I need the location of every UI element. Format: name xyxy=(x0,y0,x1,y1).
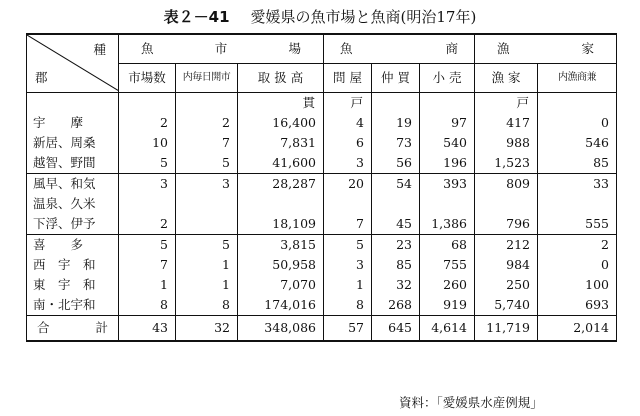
region-cell: 越智、野間 xyxy=(33,155,96,170)
region-cell: 東 宇 和 xyxy=(33,277,96,292)
value-cell: 85 xyxy=(538,153,617,174)
value-cell: 546 xyxy=(538,133,617,153)
group-header-fisher: 漁 家 xyxy=(475,34,617,64)
region-cell: 西 宇 和 xyxy=(33,257,96,272)
value-cell: 984 xyxy=(475,255,538,275)
col-header-retail: 小 売 xyxy=(420,64,475,93)
value-cell: 3 xyxy=(324,153,372,174)
region-cell: 温泉、久米 xyxy=(33,196,96,211)
value-cell xyxy=(475,194,538,214)
value-cell: 18,109 xyxy=(238,214,324,235)
value-cell: 693 xyxy=(538,295,617,316)
value-cell: 73 xyxy=(372,133,420,153)
table-title xyxy=(0,6,640,27)
value-cell xyxy=(176,214,238,235)
total-cell: 348,086 xyxy=(238,316,324,342)
table-row xyxy=(27,214,617,235)
col-header-fisher-households: 漁 家 xyxy=(475,64,538,93)
value-cell: 32 xyxy=(372,275,420,295)
value-cell xyxy=(176,194,238,214)
value-cell: 250 xyxy=(475,275,538,295)
total-cell: 2,014 xyxy=(538,316,617,342)
fish-market-table xyxy=(26,33,617,342)
col-header-markets: 市場数 xyxy=(119,64,176,93)
value-cell: 85 xyxy=(372,255,420,275)
unit-household: 戸 xyxy=(475,93,538,114)
value-cell: 3 xyxy=(119,174,176,195)
value-cell: 417 xyxy=(475,113,538,133)
region-cell: 風早、和気 xyxy=(27,174,119,195)
total-row xyxy=(27,316,617,342)
value-cell: 2 xyxy=(119,214,176,235)
value-cell: 988 xyxy=(475,133,538,153)
table-row xyxy=(27,194,617,214)
value-cell: 809 xyxy=(475,174,538,195)
value-cell: 56 xyxy=(372,153,420,174)
col-header-fisher-merchant: 内漁商兼 xyxy=(538,64,617,93)
value-cell: 5 xyxy=(119,153,176,174)
value-cell: 19 xyxy=(372,113,420,133)
value-cell: 1 xyxy=(119,275,176,295)
value-cell: 2 xyxy=(538,235,617,256)
col-header-daily: 内毎日開市 xyxy=(176,64,238,93)
region-cell: 新居、周桑 xyxy=(33,135,96,150)
value-cell: 16,400 xyxy=(238,113,324,133)
total-cell: 43 xyxy=(119,316,176,342)
value-cell: 1,386 xyxy=(420,214,475,235)
value-cell: 33 xyxy=(538,174,617,195)
total-label: 合 計 xyxy=(27,316,119,342)
value-cell: 41,600 xyxy=(238,153,324,174)
col-header-volume: 取 扱 高 xyxy=(238,64,324,93)
value-cell: 7 xyxy=(119,255,176,275)
value-cell: 755 xyxy=(420,255,475,275)
region-cell: 喜 多 xyxy=(27,235,119,256)
units-row xyxy=(27,93,617,114)
value-cell: 68 xyxy=(420,235,475,256)
value-cell: 20 xyxy=(324,174,372,195)
value-cell: 268 xyxy=(372,295,420,316)
value-cell: 174,016 xyxy=(238,295,324,316)
table-row xyxy=(27,255,617,275)
region-cell: 下浮、伊予 xyxy=(33,216,96,231)
table-caption: 愛媛県の魚市場と魚商(明治17年) xyxy=(250,8,477,26)
value-cell xyxy=(238,194,324,214)
value-cell xyxy=(420,194,475,214)
corner-header-cell xyxy=(27,34,119,93)
value-cell: 796 xyxy=(475,214,538,235)
unit-household: 戸 xyxy=(324,93,372,114)
value-cell: 540 xyxy=(420,133,475,153)
value-cell: 555 xyxy=(538,214,617,235)
table-row xyxy=(27,275,617,295)
corner-label-district: 郡 xyxy=(35,70,48,85)
value-cell: 5 xyxy=(119,235,176,256)
value-cell: 260 xyxy=(420,275,475,295)
region-cell: 宇 摩 xyxy=(33,115,84,130)
value-cell: 0 xyxy=(538,113,617,133)
table-number: 表２－41 xyxy=(163,8,230,26)
table-row xyxy=(27,295,617,316)
value-cell: 4 xyxy=(324,113,372,133)
value-cell: 28,287 xyxy=(238,174,324,195)
value-cell: 1 xyxy=(324,275,372,295)
value-cell: 3 xyxy=(176,174,238,195)
value-cell: 7 xyxy=(324,214,372,235)
value-cell: 393 xyxy=(420,174,475,195)
value-cell xyxy=(324,194,372,214)
value-cell: 5,740 xyxy=(475,295,538,316)
value-cell: 3,815 xyxy=(238,235,324,256)
value-cell: 212 xyxy=(475,235,538,256)
total-cell: 645 xyxy=(372,316,420,342)
value-cell: 45 xyxy=(372,214,420,235)
value-cell: 8 xyxy=(119,295,176,316)
value-cell: 100 xyxy=(538,275,617,295)
value-cell: 1 xyxy=(176,255,238,275)
total-cell: 11,719 xyxy=(475,316,538,342)
unit-kan: 貫 xyxy=(238,93,324,114)
value-cell: 8 xyxy=(324,295,372,316)
value-cell xyxy=(538,194,617,214)
value-cell: 1 xyxy=(176,275,238,295)
col-header-broker: 仲 買 xyxy=(372,64,420,93)
group-header-merchant: 魚 商 xyxy=(324,34,475,64)
source-note: 資料：「愛媛県水産例規」 xyxy=(399,395,543,410)
region-cell: 南・北宇和 xyxy=(33,297,96,312)
value-cell: 5 xyxy=(176,235,238,256)
value-cell: 1,523 xyxy=(475,153,538,174)
group-header-market: 魚 市 場 xyxy=(119,34,324,64)
table-row xyxy=(27,133,617,153)
value-cell: 23 xyxy=(372,235,420,256)
value-cell: 3 xyxy=(324,255,372,275)
value-cell xyxy=(119,194,176,214)
total-cell: 32 xyxy=(176,316,238,342)
value-cell: 7,070 xyxy=(238,275,324,295)
corner-label-category: 種 xyxy=(93,42,106,57)
value-cell xyxy=(372,194,420,214)
value-cell: 2 xyxy=(176,113,238,133)
value-cell: 50,958 xyxy=(238,255,324,275)
table-row xyxy=(27,113,617,133)
value-cell: 196 xyxy=(420,153,475,174)
value-cell: 5 xyxy=(176,153,238,174)
col-header-wholesaler: 問 屋 xyxy=(324,64,372,93)
table-body xyxy=(27,113,617,316)
value-cell: 5 xyxy=(324,235,372,256)
value-cell: 6 xyxy=(324,133,372,153)
table-row xyxy=(27,235,617,256)
value-cell: 2 xyxy=(119,113,176,133)
value-cell: 7 xyxy=(176,133,238,153)
value-cell: 8 xyxy=(176,295,238,316)
value-cell: 54 xyxy=(372,174,420,195)
total-cell: 57 xyxy=(324,316,372,342)
table-row xyxy=(27,153,617,174)
value-cell: 97 xyxy=(420,113,475,133)
total-cell: 4,614 xyxy=(420,316,475,342)
table-row xyxy=(27,174,617,195)
value-cell: 7,831 xyxy=(238,133,324,153)
value-cell: 0 xyxy=(538,255,617,275)
value-cell: 10 xyxy=(119,133,176,153)
value-cell: 919 xyxy=(420,295,475,316)
